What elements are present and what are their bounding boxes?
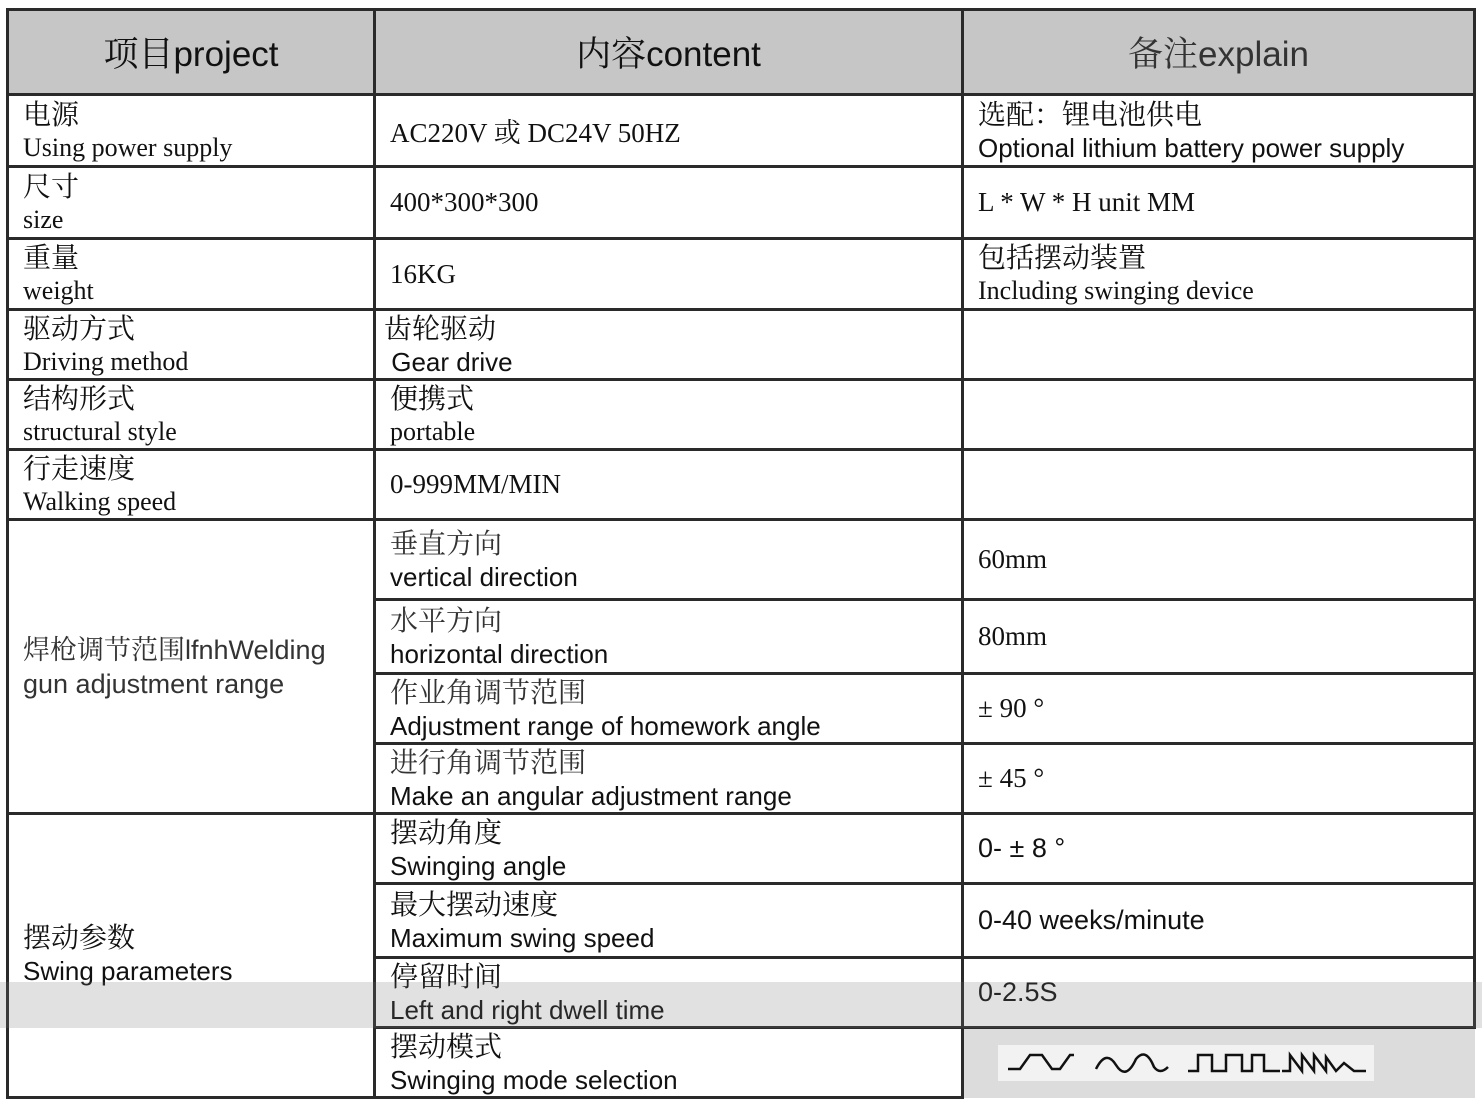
header-content: 内容content xyxy=(375,10,963,95)
content-cell xyxy=(375,520,963,600)
table-row xyxy=(8,450,1475,520)
content-en: portable xyxy=(390,416,476,446)
header-explain: 备注explain xyxy=(963,10,1475,95)
content-cell xyxy=(375,958,963,1028)
content-cell: 16KG xyxy=(375,239,963,310)
square-wave-icon xyxy=(1188,1055,1280,1071)
item-zh: 行走速度 xyxy=(23,452,136,484)
content-en: Swinging mode selection xyxy=(390,1064,678,1095)
content-cell xyxy=(375,1028,963,1098)
item-en: size xyxy=(23,204,64,234)
value-cell: 0-2.5S xyxy=(963,958,1475,1028)
content-cell xyxy=(375,884,963,958)
item-cell xyxy=(8,450,375,520)
content-zh: 水平方向 xyxy=(390,604,503,636)
item-cell xyxy=(8,167,375,239)
content-zh: 摆动模式 xyxy=(390,1030,503,1062)
note-cell xyxy=(963,239,1475,310)
group-label-gun: 焊枪调节范围lfnhWelding gun adjustment range xyxy=(23,634,326,699)
note-cell xyxy=(963,450,1475,520)
content-cell xyxy=(375,674,963,744)
content-en: Maximum swing speed xyxy=(390,922,655,953)
content-cell xyxy=(375,744,963,814)
group-label-cell xyxy=(8,520,375,814)
content-zh: 进行角调节范围 xyxy=(390,746,587,778)
mode-icons-cell xyxy=(963,1028,1475,1098)
content-cell: AC220V 或 DC24V 50HZ xyxy=(375,95,963,167)
group-label-swing-zh: 摆动参数 xyxy=(23,922,136,953)
item-zh: 重量 xyxy=(23,242,80,273)
item-cell xyxy=(8,310,375,380)
content-en: vertical direction xyxy=(390,561,578,592)
group-label-swing-en: Swing parameters xyxy=(23,956,233,986)
table-row xyxy=(8,814,1475,884)
value-cell: 0-40 weeks/minute xyxy=(963,884,1475,958)
content-en: Adjustment range of homework angle xyxy=(390,710,821,741)
table-row xyxy=(8,167,1475,239)
trapezoid-wave-icon xyxy=(1008,1055,1074,1069)
item-en: Walking speed xyxy=(23,486,177,516)
note-cell: L * W * H unit MM xyxy=(963,167,1475,239)
item-cell xyxy=(8,380,375,450)
wave-strip xyxy=(998,1045,1374,1081)
table-row xyxy=(8,239,1475,310)
content-cell xyxy=(375,814,963,884)
sine-wave-icon xyxy=(1096,1055,1168,1072)
content-zh: 作业角调节范围 xyxy=(390,676,587,708)
note-zh: 包括摆动装置 xyxy=(978,242,1147,273)
note-en: Including swinging device xyxy=(978,276,1254,305)
content-cell xyxy=(375,600,963,674)
content-en: Make an angular adjustment range xyxy=(390,780,792,811)
item-zh: 驱动方式 xyxy=(23,312,136,344)
content-zh: 便携式 xyxy=(390,382,475,414)
item-en: Using power supply xyxy=(23,132,233,162)
content-cell: 400*300*300 xyxy=(375,167,963,239)
table-row xyxy=(8,520,1475,600)
sawtooth-wave-icon xyxy=(1282,1055,1366,1071)
item-cell xyxy=(8,239,375,310)
item-en: Driving method xyxy=(23,346,189,376)
content-zh: 最大摆动速度 xyxy=(390,888,559,920)
table-header-row xyxy=(8,10,1475,95)
note-cell xyxy=(963,380,1475,450)
note-zh: 选配：锂电池供电 xyxy=(978,98,1203,130)
content-zh: 齿轮驱动 xyxy=(384,312,497,344)
group-label-cell xyxy=(8,814,375,1098)
table-row xyxy=(8,95,1475,167)
note-cell xyxy=(963,310,1475,380)
value-cell: ± 90 ° xyxy=(963,674,1475,744)
value-cell: ± 45 ° xyxy=(963,744,1475,814)
content-zh: 垂直方向 xyxy=(390,527,503,559)
content-zh: 摆动角度 xyxy=(390,816,503,848)
item-zh: 结构形式 xyxy=(23,382,136,414)
value-cell: 0- ± 8 ° xyxy=(963,814,1475,884)
item-zh: 尺寸 xyxy=(23,170,80,202)
content-cell: 0-999MM/MIN xyxy=(375,450,963,520)
content-cell xyxy=(375,310,963,380)
content-en: Gear drive xyxy=(384,346,513,377)
content-en: Swinging angle xyxy=(390,850,567,881)
note-cell xyxy=(963,95,1475,167)
table-row xyxy=(8,310,1475,380)
item-en: weight xyxy=(23,276,94,305)
content-en: horizontal direction xyxy=(390,638,609,669)
content-cell xyxy=(375,380,963,450)
item-cell xyxy=(8,95,375,167)
item-en: structural style xyxy=(23,416,177,446)
note-en: Optional lithium battery power supply xyxy=(978,132,1405,163)
table-row xyxy=(8,380,1475,450)
content-zh: 停留时间 xyxy=(390,960,503,992)
value-cell: 80mm xyxy=(963,600,1475,674)
header-project: 项目project xyxy=(8,10,375,95)
content-en: Left and right dwell time xyxy=(390,994,665,1025)
spec-table xyxy=(6,8,1476,1099)
item-zh: 电源 xyxy=(23,98,80,130)
value-cell: 60mm xyxy=(963,520,1475,600)
